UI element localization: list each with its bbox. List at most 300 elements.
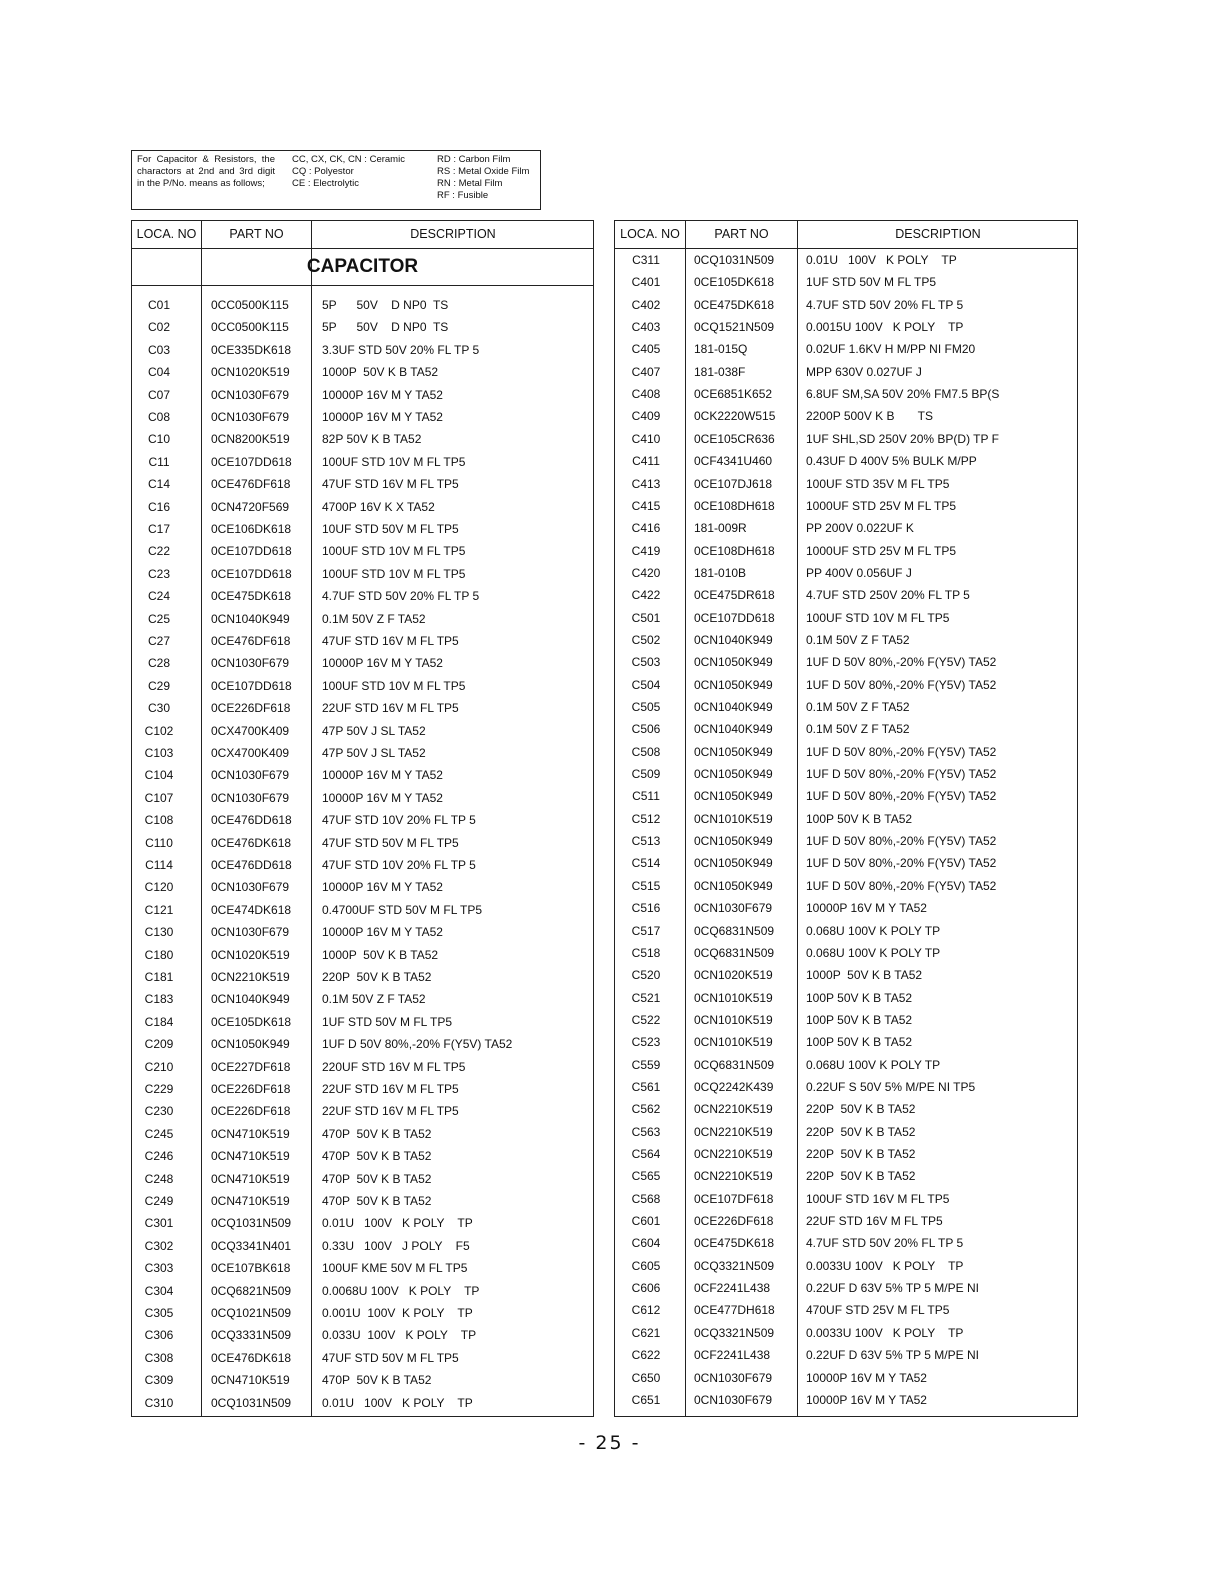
part-no-cell: 0CE107DD618 xyxy=(211,566,292,581)
table-row xyxy=(132,1369,593,1391)
part-no-cell: 0CE105DK618 xyxy=(694,275,775,290)
part-no-cell: 0CQ6831N509 xyxy=(694,923,775,938)
part-no-cell: 0CN2210K519 xyxy=(694,1169,773,1184)
loca-no-cell: C523 xyxy=(631,1035,661,1050)
part-no-cell: 0CN1030F679 xyxy=(694,1370,773,1385)
part-no-cell: 0CE477DH618 xyxy=(694,1303,775,1318)
loca-no-cell: C304 xyxy=(144,1283,174,1298)
part-no-cell: 0CC0500K115 xyxy=(211,298,289,312)
table-row xyxy=(615,607,1077,629)
section-title-capacitor: CAPACITOR xyxy=(306,256,419,277)
loca-no-cell: C420 xyxy=(631,565,661,580)
loca-no-cell: C568 xyxy=(631,1191,661,1206)
table-row xyxy=(132,608,593,630)
loca-no-cell: C415 xyxy=(631,498,661,513)
part-no-cell: 0CE107DD618 xyxy=(211,544,292,559)
loca-no-cell: C514 xyxy=(631,856,661,871)
description-cell: 0.4700UF STD 50V M FL TP5 xyxy=(322,902,483,917)
part-no-cell: 0CE476DF618 xyxy=(211,477,291,492)
description-cell: 1000UF STD 25V M FL TP5 xyxy=(806,543,957,558)
table-row xyxy=(615,942,1077,964)
part-no-cell: 0CE476DK618 xyxy=(211,1350,292,1365)
part-no-cell: 0CN1040K949 xyxy=(694,700,773,714)
loca-no-cell: C17 xyxy=(147,522,170,536)
loca-no-cell: C28 xyxy=(147,656,170,671)
loca-no-cell: C622 xyxy=(631,1348,661,1363)
description-cell: MPP 630V 0.027UF J xyxy=(806,364,922,379)
description-cell: 100UF STD 10V M FL TP5 xyxy=(806,610,950,625)
loca-no-cell: C102 xyxy=(144,723,174,738)
part-no-cell: 0CN1030F679 xyxy=(211,387,290,402)
table-row xyxy=(132,944,593,966)
part-no-cell: 0CN1030F679 xyxy=(211,925,290,940)
loca-no-cell: C04 xyxy=(147,365,170,380)
part-no-cell: 0CE476DD618 xyxy=(211,813,292,828)
loca-no-cell: C308 xyxy=(144,1350,174,1365)
part-no-cell: 0CE476DD618 xyxy=(211,858,292,872)
table-row xyxy=(615,897,1077,919)
table-row xyxy=(615,338,1077,360)
loca-no-cell: C401 xyxy=(631,275,661,290)
description-cell: 5P 50V D NP0 TS xyxy=(322,298,449,312)
description-cell: 100UF KME 50V M FL TP5 xyxy=(322,1261,468,1276)
loca-no-cell: C07 xyxy=(147,387,170,402)
table-row xyxy=(615,651,1077,673)
table-row xyxy=(615,718,1077,740)
legend-type-metal-oxide-film: RS : Metal Oxide Film xyxy=(437,166,530,177)
table-row xyxy=(132,1235,593,1257)
table-row xyxy=(615,852,1077,874)
loca-no-cell: C402 xyxy=(631,297,661,312)
table-row xyxy=(615,1165,1077,1187)
description-cell: 220P 50V K B TA52 xyxy=(322,970,432,984)
table-row xyxy=(132,1392,593,1414)
table-row xyxy=(615,763,1077,785)
part-no-cell: 0CN1020K519 xyxy=(211,947,290,962)
table-row xyxy=(132,1033,593,1055)
loca-no-cell: C130 xyxy=(144,925,174,940)
table-row xyxy=(132,428,593,450)
loca-no-cell: C409 xyxy=(631,409,661,424)
loca-no-cell: C121 xyxy=(144,902,174,917)
loca-no-cell: C502 xyxy=(631,632,661,647)
loca-no-cell: C303 xyxy=(144,1261,174,1276)
loca-no-cell: C520 xyxy=(631,968,661,983)
loca-no-cell: C11 xyxy=(148,454,170,469)
table-row xyxy=(132,294,593,316)
part-no-cell: 0CE107DJ618 xyxy=(694,476,773,491)
table-row xyxy=(615,785,1077,807)
description-cell: 100UF STD 10V M FL TP5 xyxy=(322,678,466,693)
description-cell: 4.7UF STD 50V 20% FL TP 5 xyxy=(806,1236,964,1251)
description-cell: 1UF D 50V 80%,-20% F(Y5V) TA52 xyxy=(806,856,997,871)
part-no-cell: 0CX4700K409 xyxy=(211,723,290,738)
loca-no-cell: C120 xyxy=(144,880,174,895)
table-row xyxy=(132,563,593,585)
table-row xyxy=(132,1100,593,1122)
description-cell: 0.22UF D 63V 5% TP 5 M/PE NI xyxy=(806,1281,979,1296)
part-no-cell: 0CN1050K949 xyxy=(694,767,773,782)
description-cell: 1UF D 50V 80%,-20% F(Y5V) TA52 xyxy=(806,767,997,782)
description-cell: 10000P 16V M Y TA52 xyxy=(322,410,443,424)
part-no-cell: 0CF2241L438 xyxy=(694,1348,771,1363)
part-no-cell: 0CN4710K519 xyxy=(211,1373,290,1388)
description-cell: 220P 50V K B TA52 xyxy=(806,1124,916,1139)
part-no-cell: 0CN2210K519 xyxy=(694,1102,773,1117)
description-cell: 47UF STD 50V M FL TP5 xyxy=(322,835,459,850)
part-no-cell: 0CQ6831N509 xyxy=(694,1057,775,1072)
legend-type-metal-film: RN : Metal Film xyxy=(437,178,503,189)
loca-no-cell: C416 xyxy=(631,521,661,536)
loca-no-cell: C511 xyxy=(632,789,660,804)
table-row xyxy=(615,920,1077,942)
part-no-cell: 0CE105DK618 xyxy=(211,1014,292,1029)
part-no-cell: 0CQ6831N509 xyxy=(694,945,775,960)
table-row xyxy=(615,964,1077,986)
description-cell: 0.1M 50V Z F TA52 xyxy=(322,992,426,1007)
description-cell: 4700P 16V K X TA52 xyxy=(322,499,435,514)
part-no-cell: 0CN4710K519 xyxy=(211,1149,290,1164)
part-no-cell: 0CN1010K519 xyxy=(694,990,773,1005)
loca-no-cell: C564 xyxy=(631,1147,661,1161)
loca-no-cell: C02 xyxy=(147,320,170,335)
loca-no-cell: C302 xyxy=(144,1238,174,1253)
table-row xyxy=(132,1056,593,1078)
table-row xyxy=(132,1168,593,1190)
description-cell: 10000P 16V M Y TA52 xyxy=(322,790,443,805)
part-no-cell: 0CN1030F679 xyxy=(211,656,290,671)
loca-no-cell: C419 xyxy=(631,543,661,558)
part-no-cell: 0CN1050K949 xyxy=(694,677,773,692)
description-cell: 10000P 16V M Y TA52 xyxy=(322,768,443,783)
description-cell: 0.01U 100V K POLY TP xyxy=(322,1216,473,1231)
description-cell: 0.033U 100V K POLY TP xyxy=(322,1328,477,1343)
table-row xyxy=(132,1212,593,1234)
loca-no-cell: C14 xyxy=(147,477,170,492)
loca-no-cell: C24 xyxy=(147,589,170,604)
table-row xyxy=(615,361,1077,383)
legend-type-polyestor: CQ : Polyestor xyxy=(292,166,354,177)
table-row xyxy=(132,921,593,943)
part-no-cell: 0CN1050K949 xyxy=(694,834,773,849)
description-cell: PP 400V 0.056UF J xyxy=(806,565,912,580)
part-no-cell: 0CN1040K949 xyxy=(211,611,290,626)
description-cell: 22UF STD 16V M FL TP5 xyxy=(322,1082,459,1096)
table-row xyxy=(132,1302,593,1324)
loca-no-cell: C181 xyxy=(144,970,174,984)
loca-no-cell: C249 xyxy=(144,1194,174,1208)
table-row xyxy=(615,383,1077,405)
description-cell: 470P 50V K B TA52 xyxy=(322,1126,432,1141)
table-row xyxy=(615,1143,1077,1165)
loca-no-cell: C509 xyxy=(631,767,661,782)
loca-no-cell: C184 xyxy=(144,1014,174,1029)
loca-no-cell: C29 xyxy=(147,678,170,693)
part-no-cell: 0CX4700K409 xyxy=(211,746,290,760)
loca-no-cell: C210 xyxy=(144,1059,174,1074)
description-cell: 22UF STD 16V M FL TP5 xyxy=(322,1104,459,1119)
table-row xyxy=(615,1121,1077,1143)
table-row xyxy=(132,585,593,607)
description-cell: 1UF D 50V 80%,-20% F(Y5V) TA52 xyxy=(806,789,997,804)
part-no-cell: 0CN1050K949 xyxy=(694,789,773,804)
loca-no-cell: C230 xyxy=(144,1104,174,1119)
header-loca-no: LOCA. NO xyxy=(136,227,197,241)
part-no-cell: 0CQ3321N509 xyxy=(694,1258,775,1273)
part-no-cell: 0CE227DF618 xyxy=(211,1059,291,1074)
description-cell: 470P 50V K B TA52 xyxy=(322,1171,432,1186)
loca-no-cell: C505 xyxy=(631,700,661,714)
part-no-cell: 0CN1030F679 xyxy=(211,768,290,783)
description-cell: 0.0033U 100V K POLY TP xyxy=(806,1325,964,1340)
table-row xyxy=(132,361,593,383)
part-no-cell: 0CN1020K519 xyxy=(211,365,290,380)
part-no-cell: 0CE226DF618 xyxy=(211,1104,291,1119)
loca-no-cell: C650 xyxy=(631,1370,661,1385)
description-cell: 0.02UF 1.6KV H M/PP NI FM20 xyxy=(806,342,976,357)
description-cell: 10UF STD 50V M FL TP5 xyxy=(322,522,459,536)
description-cell: 1UF SHL,SD 250V 20% BP(D) TP F xyxy=(806,431,999,446)
part-no-cell: 0CN1010K519 xyxy=(694,1035,773,1050)
table-row xyxy=(615,1344,1077,1366)
loca-no-cell: C23 xyxy=(147,566,170,581)
loca-no-cell: C605 xyxy=(631,1258,661,1273)
part-no-cell: 0CE475DK618 xyxy=(694,1236,775,1251)
part-no-cell: 0CE107DF618 xyxy=(694,1191,774,1206)
loca-no-cell: C508 xyxy=(631,744,661,759)
table-row xyxy=(132,787,593,809)
table-row xyxy=(132,1123,593,1145)
part-no-cell: 0CE475DK618 xyxy=(211,589,292,604)
part-no-cell: 0CE108DH618 xyxy=(694,543,775,558)
description-cell: 470P 50V K B TA52 xyxy=(322,1149,432,1164)
part-no-cell: 0CK2220W515 xyxy=(694,409,776,424)
description-cell: 0.0068U 100V K POLY TP xyxy=(322,1283,480,1298)
table-row xyxy=(615,271,1077,293)
loca-no-cell: C103 xyxy=(144,746,174,760)
description-cell: 47P 50V J SL TA52 xyxy=(322,746,426,760)
description-cell: 220UF STD 16V M FL TP5 xyxy=(322,1059,466,1074)
table-row xyxy=(132,809,593,831)
description-cell: 10000P 16V M Y TA52 xyxy=(806,1392,927,1407)
loca-no-cell: C503 xyxy=(631,655,661,670)
loca-no-cell: C403 xyxy=(631,320,661,335)
loca-no-cell: C515 xyxy=(631,878,661,893)
part-no-cell: 0CQ1521N509 xyxy=(694,320,775,335)
loca-no-cell: C405 xyxy=(631,342,661,357)
part-no-cell: 0CN1030F679 xyxy=(211,880,290,895)
legend-type-electrolytic: CE : Electrolytic xyxy=(292,178,360,189)
table-row xyxy=(132,899,593,921)
part-no-cell: 0CN1010K519 xyxy=(694,1012,773,1027)
loca-no-cell: C601 xyxy=(631,1214,661,1229)
description-cell: 0.068U 100V K POLY TP xyxy=(806,923,941,938)
table-row xyxy=(132,1145,593,1167)
part-no-cell: 0CN1030F679 xyxy=(694,1392,773,1407)
part-no-cell: 0CN1010K519 xyxy=(694,811,773,826)
description-cell: 6.8UF SM,SA 50V 20% FM7.5 BP(S xyxy=(806,387,1000,402)
header-description: DESCRIPTION xyxy=(410,227,496,241)
part-no-cell: 0CE108DH618 xyxy=(694,498,775,513)
table-row xyxy=(615,1009,1077,1031)
part-no-cell: 181-010B xyxy=(694,565,747,580)
loca-no-cell: C108 xyxy=(144,813,174,828)
table-row xyxy=(615,562,1077,584)
description-cell: 47P 50V J SL TA52 xyxy=(322,723,426,738)
table-row xyxy=(615,450,1077,472)
description-cell: 0.22UF D 63V 5% TP 5 M/PE NI xyxy=(806,1348,979,1363)
part-no-cell: 0CN1050K949 xyxy=(211,1037,290,1052)
part-no-cell: 0CQ2242K439 xyxy=(694,1079,774,1094)
description-cell: 4.7UF STD 50V 20% FL TP 5 xyxy=(806,297,964,312)
loca-no-cell: C229 xyxy=(144,1082,174,1096)
description-cell: 4.7UF STD 50V 20% FL TP 5 xyxy=(322,589,480,604)
description-cell: 47UF STD 50V M FL TP5 xyxy=(322,1350,459,1365)
part-no-cell: 0CE475DR618 xyxy=(694,588,775,603)
table-row xyxy=(615,830,1077,852)
table-row xyxy=(615,405,1077,427)
table-row xyxy=(615,674,1077,696)
description-cell: 0.01U 100V K POLY TP xyxy=(322,1395,473,1410)
description-cell: 470UF STD 25V M FL TP5 xyxy=(806,1303,950,1318)
table-row xyxy=(132,473,593,495)
legend-type-fusible: RF : Fusible xyxy=(437,190,489,201)
loca-no-cell: C522 xyxy=(631,1012,661,1027)
part-no-cell: 0CE106DK618 xyxy=(211,522,292,536)
loca-no-cell: C22 xyxy=(147,544,170,559)
loca-no-cell: C306 xyxy=(144,1328,174,1343)
table-row xyxy=(615,495,1077,517)
loca-no-cell: C248 xyxy=(144,1171,174,1186)
description-cell: 1UF D 50V 80%,-20% F(Y5V) TA52 xyxy=(806,834,997,849)
description-cell: 4.7UF STD 250V 20% FL TP 5 xyxy=(806,588,970,603)
description-cell: PP 200V 0.022UF K xyxy=(806,521,914,536)
part-no-cell: 181-038F xyxy=(694,364,746,379)
description-cell: 0.1M 50V Z F TA52 xyxy=(806,700,910,714)
description-cell: 0.001U 100V K POLY TP xyxy=(322,1306,473,1320)
part-no-cell: 0CN2210K519 xyxy=(211,970,290,984)
part-no-cell: 0CE475DK618 xyxy=(694,297,775,312)
header-part-no: PART NO xyxy=(229,227,284,241)
part-no-cell: 0CN1050K949 xyxy=(694,655,773,670)
table-row xyxy=(615,875,1077,897)
description-cell: 1000P 50V K B TA52 xyxy=(806,968,923,983)
table-row xyxy=(132,1347,593,1369)
description-cell: 100UF STD 10V M FL TP5 xyxy=(322,544,466,559)
part-no-cell: 0CN1050K949 xyxy=(694,744,773,759)
table-row xyxy=(615,1232,1077,1254)
part-no-cell: 0CC0500K115 xyxy=(211,320,289,335)
part-no-cell: 0CE335DK618 xyxy=(211,342,292,357)
table-row xyxy=(615,1210,1077,1232)
loca-no-cell: C559 xyxy=(631,1057,661,1072)
description-cell: 47UF STD 16V M FL TP5 xyxy=(322,634,459,648)
table-row xyxy=(615,629,1077,651)
table-row xyxy=(615,316,1077,338)
table-row xyxy=(615,741,1077,763)
table-row xyxy=(132,675,593,697)
table-row xyxy=(615,1389,1077,1411)
part-no-cell: 0CN1050K949 xyxy=(694,878,773,893)
description-cell: 1UF D 50V 80%,-20% F(Y5V) TA52 xyxy=(806,655,997,670)
table-row xyxy=(615,1299,1077,1321)
part-no-cell: 0CN4710K519 xyxy=(211,1194,290,1208)
part-no-cell: 0CE107BK618 xyxy=(211,1261,291,1276)
table-row xyxy=(615,1367,1077,1389)
table-row xyxy=(615,808,1077,830)
description-cell: 100P 50V K B TA52 xyxy=(806,811,913,826)
part-no-cell: 0CE6851K652 xyxy=(694,387,773,402)
description-cell: 0.0015U 100V K POLY TP xyxy=(806,320,964,335)
header-part-no: PART NO xyxy=(714,227,769,241)
loca-no-cell: C651 xyxy=(631,1392,661,1407)
loca-no-cell: C114 xyxy=(145,858,173,872)
part-no-cell: 181-009R xyxy=(694,521,747,536)
loca-no-cell: C30 xyxy=(147,701,170,716)
description-cell: 22UF STD 16V M FL TP5 xyxy=(806,1214,943,1229)
loca-no-cell: C309 xyxy=(144,1373,174,1388)
loca-no-cell: C612 xyxy=(631,1303,661,1318)
description-cell: 220P 50V K B TA52 xyxy=(806,1147,916,1161)
table-row xyxy=(615,1098,1077,1120)
table-row xyxy=(132,540,593,562)
table-row xyxy=(132,1078,593,1100)
description-cell: 47UF STD 10V 20% FL TP 5 xyxy=(322,858,476,872)
table-row xyxy=(132,630,593,652)
table-row xyxy=(615,584,1077,606)
description-cell: 100UF STD 16V M FL TP5 xyxy=(806,1191,950,1206)
description-cell: 1UF STD 50V M FL TP5 xyxy=(322,1014,453,1029)
parts-table-left xyxy=(131,220,594,1417)
description-cell: 1UF D 50V 80%,-20% F(Y5V) TA52 xyxy=(806,677,997,692)
part-no-cell: 0CN1050K949 xyxy=(694,856,773,871)
part-no-cell: 0CF4341U460 xyxy=(694,454,773,469)
description-cell: 47UF STD 16V M FL TP5 xyxy=(322,477,459,492)
table-row xyxy=(132,988,593,1010)
description-cell: 5P 50V D NP0 TS xyxy=(322,320,449,335)
table-row xyxy=(132,832,593,854)
part-no-cell: 0CE476DK618 xyxy=(211,835,292,850)
description-cell: 100P 50V K B TA52 xyxy=(806,1035,913,1050)
table-row xyxy=(132,339,593,361)
part-no-cell: 0CE226DF618 xyxy=(211,701,291,716)
loca-no-cell: C25 xyxy=(147,611,170,626)
loca-no-cell: C03 xyxy=(147,342,170,357)
loca-no-cell: C422 xyxy=(631,588,661,603)
loca-no-cell: C245 xyxy=(144,1126,174,1141)
loca-no-cell: C411 xyxy=(632,454,660,469)
loca-no-cell: C513 xyxy=(631,834,661,849)
description-cell: 0.22UF S 50V 5% M/PE NI TP5 xyxy=(806,1079,976,1094)
table-row xyxy=(132,496,593,518)
description-cell: 47UF STD 10V 20% FL TP 5 xyxy=(322,813,476,828)
loca-no-cell: C504 xyxy=(631,677,661,692)
part-no-cell: 0CE107DD618 xyxy=(211,454,292,469)
description-cell: 100UF STD 10V M FL TP5 xyxy=(322,566,466,581)
part-no-cell: 0CE474DK618 xyxy=(211,902,292,917)
description-cell: 10000P 16V M Y TA52 xyxy=(806,1370,927,1385)
part-no-cell: 0CE107DD618 xyxy=(694,610,775,625)
loca-no-cell: C516 xyxy=(631,901,661,916)
loca-no-cell: C183 xyxy=(144,992,174,1007)
table-row xyxy=(615,1188,1077,1210)
loca-no-cell: C621 xyxy=(631,1325,661,1340)
description-cell: 0.0033U 100V K POLY TP xyxy=(806,1258,964,1273)
table-row xyxy=(132,406,593,428)
table-row xyxy=(132,966,593,988)
loca-no-cell: C563 xyxy=(631,1124,661,1139)
table-row xyxy=(615,1255,1077,1277)
